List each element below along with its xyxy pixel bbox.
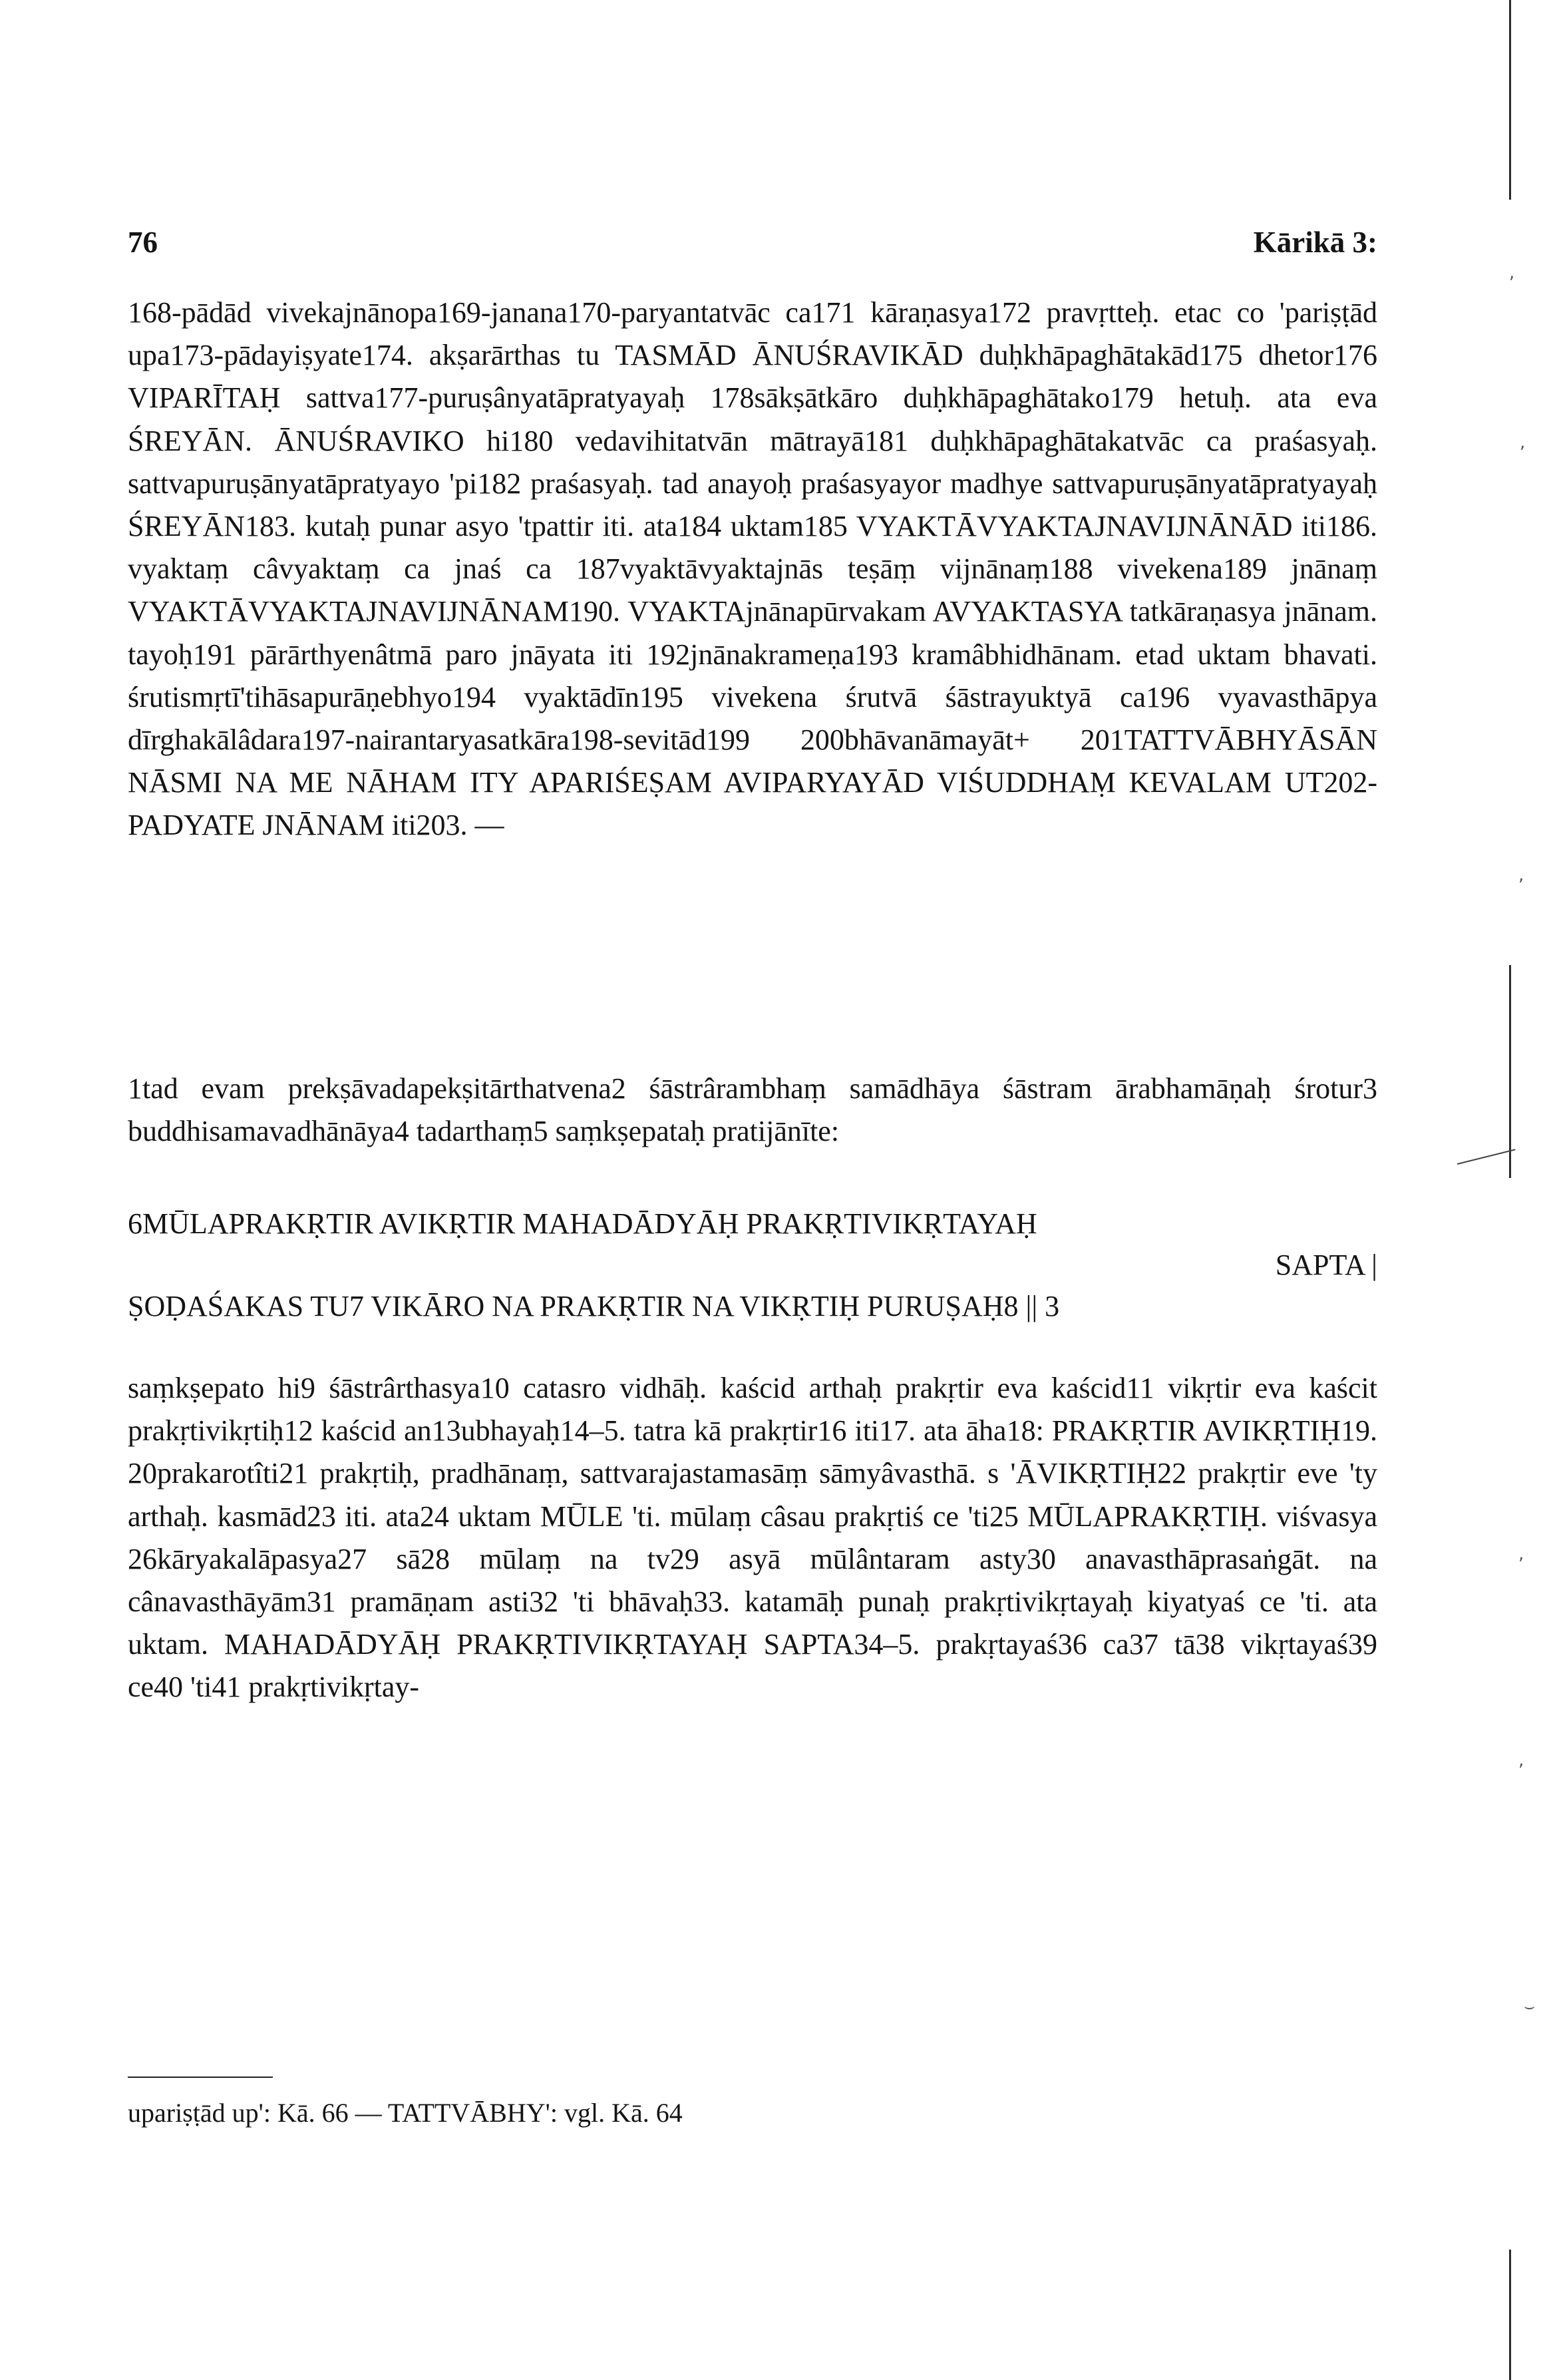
commentary-paragraph-top: 168-pādād vivekajnānopa169-janana170-paryantatvāc ca171 kāraṇasya172 pravṛtteḥ. etac co 'pariṣṭād upa173-pādayiṣyate174. akṣarārthas tu TASMĀD ĀNUŚRAVIKĀD duḥkhāpaghātakād175 dhetor176 VIPARĪTAḤ sattva177-puruṣânyatāpratyayaḥ 178sākṣātkāro duḥkhāpaghātako179 hetuḥ. ata eva ŚREYĀN. ĀNUŚRAVIKO hi180 vedavihitatvān mātrayā181 duḥkhāpaghātakatvāc ca praśasyaḥ. sattvapuruṣānyatāpratyayo 'pi182 praśasyaḥ. tad anayoḥ praśasyayor madhye sattvapuruṣānyatāpratyayaḥ ŚREYĀN183. kutaḥ punar asyo 'tpattir iti. ata184 uktam185 VYAKTĀVYAKTAJNAVIJNĀNĀD iti186. vyaktaṃ câvyaktaṃ ca jnaś ca 187vyaktāvyaktajnās teṣāṃ vijnānaṃ188 vivekena189 jnānaṃ VYAKTĀVYAKTAJNAVIJNĀNAM190. VYAKTAjnānapūrvakam AVYAKTASYA tatkāraṇasya jnānam. tayoḥ191 pārārthyenâtmā paro jnāyata iti 192jnānakrameṇa193 kramâbhidhānam. etad uktam bhavati. śrutismṛtī'tihāsapurāṇebhyo194 vyaktādīn195 vivekena śrutvā śāstrayuktyā ca196 vyavasthāpya dīrghakālâdara197-nairantaryasatkāra198-sevitād199 200bhāvanāmayāt+ 201TATTVĀBHYĀSĀN NĀSMI NA ME NĀHAM ITY APARIŚEṢAM AVIPARYAYĀD VIŚUDDHAṂ KEVALAM UT202-PADYATE JNĀNAM iti203. — bbox=[128, 296, 1377, 842]
verse-line-1: 6MŪLAPRAKṚTIR AVIKṚTIR MAHADĀDYĀḤ PRAKṚTIVIKṚTAYAḤ bbox=[128, 1207, 1037, 1240]
verse-line-3: ṢOḌAŚAKAS TU7 VIKĀRO NA PRAKṚTIR NA VIKṚTIḤ PURUṢAḤ8 || 3 bbox=[128, 1290, 1060, 1322]
commentary-paragraph-bottom: saṃkṣepato hi9 śāstrârthasya10 catasro vidhāḥ. kaścid arthaḥ prakṛtir eva kaścid11 vikṛtir eva kaścit prakṛtivikṛtiḥ12 kaścid an13ubhayaḥ14–5. tatra kā prakṛtir16 iti17. ata āha18: PRAKṚTIR AVIKṚTIḤ19. 20prakarotîti21 prakṛtiḥ, pradhānaṃ, sattvarajastamasāṃ sāmyâvasthā. s 'ĀVIKṚTIḤ22 prakṛtir eve 'ty arthaḥ. kasmād23 iti. ata24 uktam MŪLE 'ti. mūlaṃ câsau prakṛtiś ce 'ti25 MŪLAPRAKṚTIḤ. viśvasya 26kāryakalāpasya27 sā28 mūlaṃ na tv29 asyā mūlântaram asty30 anavasthāprasaṅgāt. na cânavasthāyām31 pramāṇam asti32 'ti bhāvaḥ33. katamāḥ punaḥ prakṛtivikṛtayaḥ kiyatyaś ce 'ti. ata uktam. MAHADĀDYĀḤ PRAKṚTIVIKṚTAYAḤ SAPTA34–5. prakṛtayaś36 ca37 tā38 vikṛtayaś39 ce40 'ti41 prakṛtivikṛtay- bbox=[128, 1372, 1377, 1704]
running-head: Kārikā 3: bbox=[1253, 226, 1377, 259]
footnote: upariṣṭād up': Kā. 66 — TATTVĀBHY': vgl. Kā. 64 bbox=[128, 2098, 683, 2128]
page-header bbox=[128, 225, 1377, 265]
margin-line-top bbox=[1509, 0, 1511, 200]
introduction-paragraph: 1tad evam prekṣāvadapekṣitārthatvena2 śāstrârambhaṃ samādhāya śāstram ārabhamāṇaḥ śrotur3 buddhisamavadhānāya4 tadarthaṃ5 saṃkṣepataḥ pratijānīte: bbox=[128, 1072, 1377, 1148]
margin-mark: , bbox=[1518, 1544, 1524, 1564]
verse-line-2: SAPTA | bbox=[1275, 1249, 1377, 1281]
margin-stroke bbox=[1457, 1149, 1516, 1165]
margin-mark: , bbox=[1518, 1750, 1524, 1770]
karika-verse bbox=[128, 1203, 1377, 1327]
margin-mark: , bbox=[1509, 263, 1515, 283]
margin-mark: , bbox=[1518, 865, 1524, 885]
margin-mark: ⌣ bbox=[1524, 1997, 1536, 2017]
margin-line-mid bbox=[1509, 965, 1511, 1178]
margin-line-bottom bbox=[1509, 2250, 1511, 2380]
page-number: 76 bbox=[128, 226, 158, 259]
footnote-rule bbox=[128, 2077, 273, 2078]
margin-mark: , bbox=[1520, 433, 1526, 453]
